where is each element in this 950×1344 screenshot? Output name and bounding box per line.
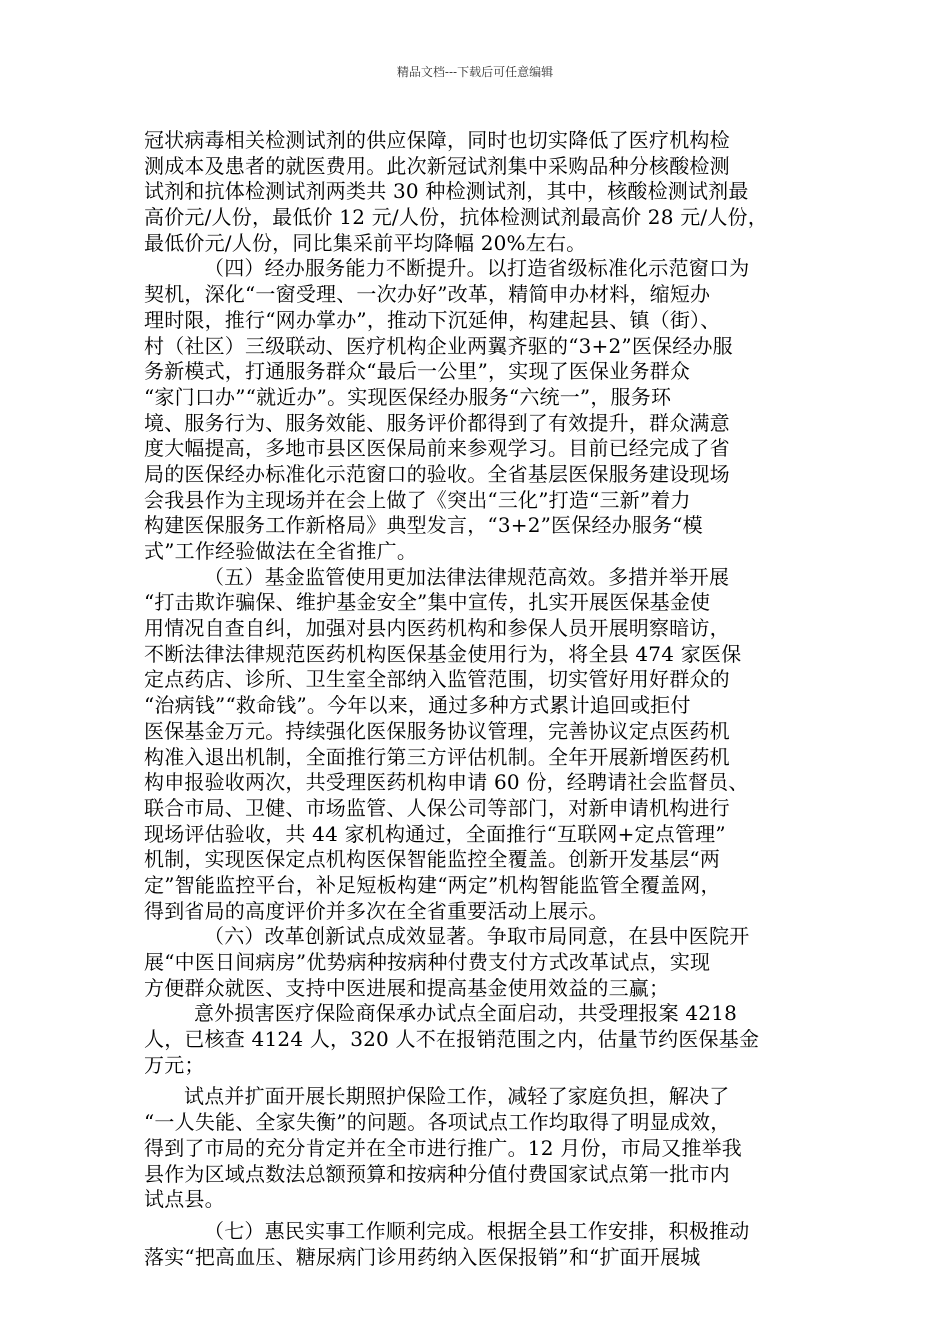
- section-heading-line: （六）改革创新试点成效显著。争取市局同意，在县中医院开: [204, 924, 750, 949]
- paragraph-line: 现场评估验收，共 44 家机构通过，全面推行“互联网+定点管理”: [144, 821, 726, 846]
- paragraph-line: “家门口办”“就近办”。实现医保经办服务“六统一”，服务环: [144, 384, 672, 409]
- paragraph-line: 县作为区域点数法总额预算和按病种分值付费国家试点第一批市内: [144, 1161, 730, 1186]
- paragraph-line: 构建医保服务工作新格局》典型发言，“3+2”医保经办服务“模: [144, 513, 703, 538]
- paragraph-line: “一人失能、全家失衡”的问题。各项试点工作均取得了明显成效，: [144, 1110, 731, 1135]
- paragraph-line: “治病钱”“救命钱”。今年以来，通过多种方式累计追回或拒付: [144, 693, 691, 718]
- paragraph-line: 村（社区）三级联动、医疗机构企业两翼齐驱的“3+2”医保经办服: [144, 333, 733, 358]
- paragraph-line: 落实“把高血压、糖尿病门诊用药纳入医保报销”和“扩面开展城: [144, 1244, 701, 1269]
- page-header: 精品文档---下载后可任意编辑: [396, 65, 554, 79]
- paragraph-line: 展“中医日间病房”优势病种按病种付费支付方式改革试点，实现: [144, 950, 711, 974]
- paragraph-line: 境、服务行为、服务效能、服务评价都得到了有效提升，群众满意: [144, 410, 730, 435]
- paragraph-line: 用情况自查自纠，加强对县内医药机构和参保人员开展明察暗访，: [144, 616, 730, 641]
- paragraph-line: 定”智能监控平台，补足短板构建“两定”机构智能监管全覆盖网，: [144, 872, 721, 897]
- paragraph-line: 不断法律法律规范医药机构医保基金使用行为，将全县 474 家医保: [144, 641, 742, 666]
- paragraph-line: 务新模式，打通服务群众“最后一公里”，实现了医保业务群众: [144, 359, 691, 384]
- section-heading-line: （四）经办服务能力不断提升。以打造省级标准化示范窗口为: [204, 256, 750, 281]
- paragraph-line: 高价元/人份，最低价 12 元/人份，抗体检测试剂最高价 28 元/人份，: [144, 205, 768, 230]
- paragraph-line: 得到了市局的充分肯定并在全市进行推广。12 月份，市局又推举我: [144, 1135, 743, 1160]
- paragraph-line: 万元；: [144, 1052, 205, 1077]
- paragraph-line: 试点并扩面开展长期照护保险工作，减轻了家庭负担，解决了: [184, 1084, 730, 1109]
- paragraph-line: 医保基金万元。持续强化医保服务协议管理，完善协议定点医药机: [144, 718, 730, 743]
- section-heading-line: （七）惠民实事工作顺利完成。根据全县工作安排，积极推动: [204, 1218, 750, 1243]
- paragraph-line: 局的医保经办标准化示范窗口的验收。全省基层医保服务建设现场: [144, 461, 730, 486]
- paragraph-line: “打击欺诈骗保、维护基金安全”集中宣传，扎实开展医保基金使: [144, 590, 711, 615]
- paragraph-line: 构申报验收两次，共受理医药机构申请 60 份，经聘请社会监督员、: [144, 770, 749, 795]
- paragraph-line: 冠状病毒相关检测试剂的供应保障，同时也切实降低了医疗机构检: [144, 128, 730, 152]
- paragraph-line: 测成本及患者的就医费用。此次新冠试剂集中采购品种分核酸检测: [144, 153, 730, 178]
- paragraph-line: 会我县作为主现场并在会上做了《突出“三化”打造“三新”着力: [144, 487, 691, 512]
- paragraph-line: 意外损害医疗保险商保承办试点全面启动，共受理报案 4218: [194, 1001, 738, 1026]
- section-heading-line: （五）基金监管使用更加法律法律规范高效。多措并举开展: [204, 564, 730, 589]
- paragraph-line: 最低价元/人份，同比集采前平均降幅 20%左右。: [144, 230, 587, 255]
- paragraph-line: 机制，实现医保定点机构医保智能监控全覆盖。创新开发基层“两: [144, 847, 721, 872]
- paragraph-line: 构准入退出机制，全面推行第三方评估机制。全年开展新增医药机: [144, 744, 730, 769]
- paragraph-line: 式”工作经验做法在全省推广。: [144, 539, 418, 563]
- document-body: [144, 128, 808, 1270]
- paragraph-line: 理时限，推行“网办掌办”，推动下沉延伸，构建起县、镇（街）、: [144, 307, 721, 332]
- paragraph-line: 试点县。: [144, 1187, 225, 1212]
- paragraph-line: 得到省局的高度评价并多次在全省重要活动上展示。: [144, 898, 609, 923]
- paragraph-line: 定点药店、诊所、卫生室全部纳入监管范围，切实管好用好群众的: [144, 667, 730, 692]
- paragraph-line: 契机，深化“一窗受理、一次办好”改革，精简申办材料，缩短办: [144, 282, 711, 307]
- paragraph-line: 试剂和抗体检测试剂两类共 30 种检测试剂，其中，核酸检测试剂最: [144, 179, 749, 204]
- paragraph-line: 人，已核查 4124 人，320 人不在报销范围之内，估量节约医保基金: [144, 1027, 760, 1052]
- paragraph-line: 联合市局、卫健、市场监管、人保公司等部门，对新申请机构进行: [144, 795, 730, 820]
- paragraph-line: 方便群众就医、支持中医进展和提高基金使用效益的三赢；: [144, 975, 670, 1000]
- paragraph-line: 度大幅提高，多地市县区医保局前来参观学习。目前已经完成了省: [144, 436, 730, 461]
